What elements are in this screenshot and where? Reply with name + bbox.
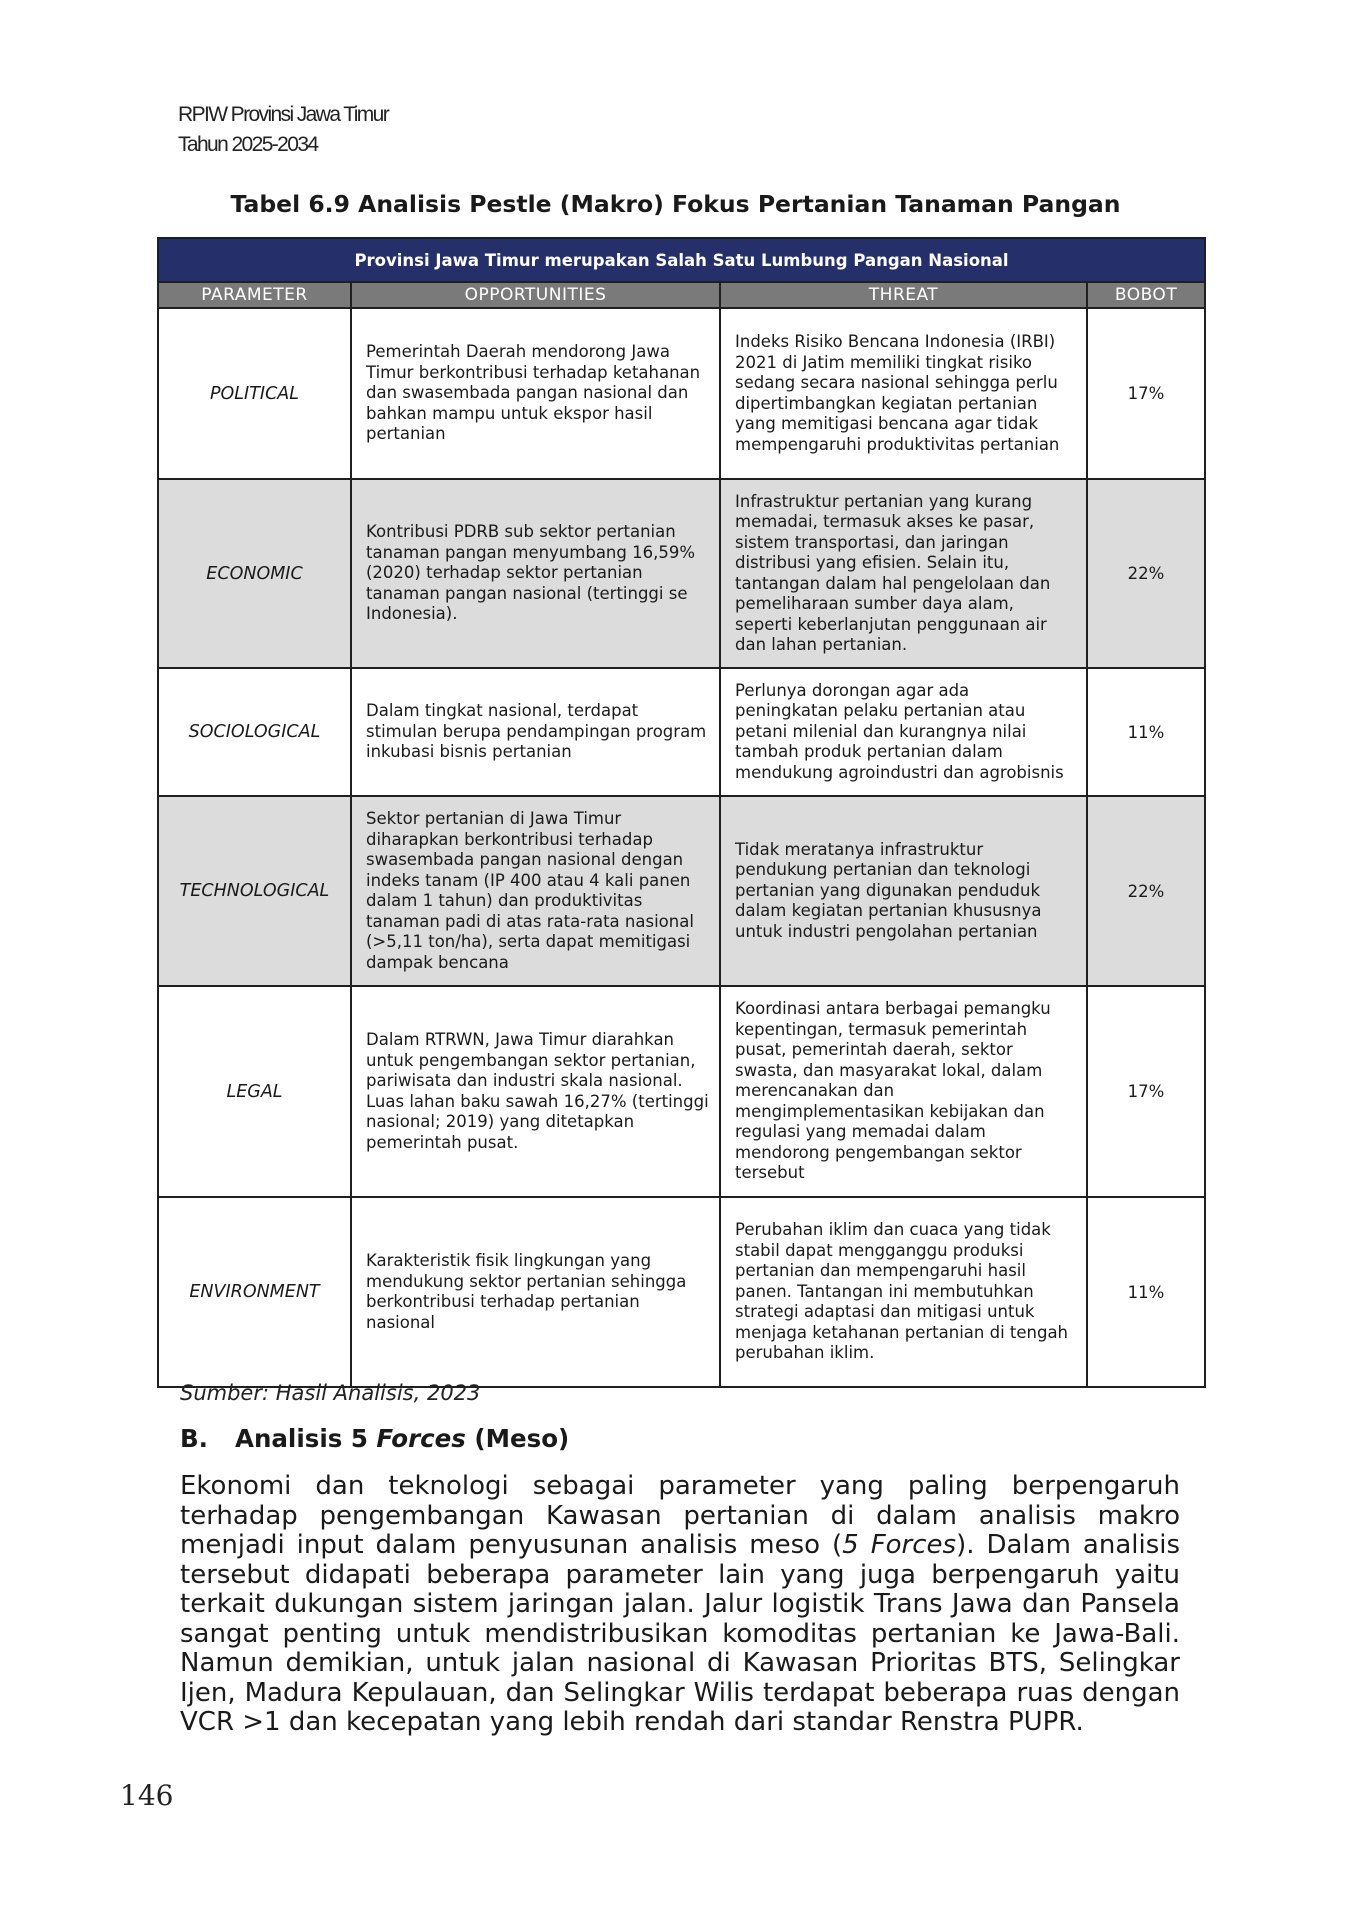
opportunities-cell: Sektor pertanian di Jawa Timur diharapkan berkontribusi terhadap swasembada pangan nasional dengan indeks tanam (IP 400 atau 4 kali panen dalam 1 tahun) dan produktivitas tanaman padi di atas rata-rata nasional (>5,11 ton/ha), serta dapat memitigasi dampak bencana [351, 796, 720, 986]
table-row-technological [158, 796, 1205, 986]
paragraph-italic-term: 5 Forces [842, 1530, 957, 1560]
threat-cell: Tidak meratanya infrastruktur pendukung pertanian dan teknologi pertanian yang digunakan penduduk dalam kegiatan pertanian khususnya untuk industri pengolahan pertanian [720, 796, 1087, 986]
section-number: B. [180, 1424, 208, 1453]
opportunities-cell: Dalam tingkat nasional, terdapat stimulan berupa pendampingan program inkubasi bisnis pertanian [351, 668, 720, 796]
opportunities-cell: Dalam RTRWN, Jawa Timur diarahkan untuk pengembangan sektor pertanian, pariwisata dan industri skala nasional. Luas lahan baku sawah 16,27% (tertinggi nasional; 2019) yang ditetapkan pemerintah pusat. [351, 986, 720, 1197]
header-line-2: Tahun 2025-2034 [178, 133, 318, 156]
parameter-cell: SOCIOLOGICAL [158, 668, 351, 796]
table-title: Provinsi Jawa Timur merupakan Salah Satu Lumbung Pangan Nasional [158, 238, 1205, 282]
opportunities-cell: Kontribusi PDRB sub sektor pertanian tanaman pangan menyumbang 16,59% (2020) terhadap sektor pertanian tanaman pangan nasional (tertinggi se Indonesia). [351, 479, 720, 668]
bobot-cell: 11% [1087, 668, 1205, 796]
opportunities-cell: Karakteristik fisik lingkungan yang mendukung sektor pertanian sehingga berkontribusi terhadap pertanian nasional [351, 1197, 720, 1387]
table-row-legal [158, 986, 1205, 1197]
threat-cell: Infrastruktur pertanian yang kurang memadai, termasuk akses ke pasar, sistem transportasi, dan jaringan distribusi yang efisien. Selain itu, tantangan dalam hal pengelolaan dan pemeliharaan sumber daya alam, seperti keberlanjutan penggunaan air dan lahan pertanian. [720, 479, 1087, 668]
table-source: Sumber: Hasil Analisis, 2023 [180, 1381, 481, 1405]
parameter-cell: ENVIRONMENT [158, 1197, 351, 1387]
page-number: 146 [120, 1779, 174, 1812]
bobot-cell: 22% [1087, 796, 1205, 986]
threat-cell: Koordinasi antara berbagai pemangku kepentingan, termasuk pemerintah pusat, pemerintah daerah, sektor swasta, dan masyarakat lokal, dalam merencanakan dan mengimplementasikan kebijakan dan regulasi yang memadai dalam mendorong pengembangan sektor tersebut [720, 986, 1087, 1197]
running-header [178, 100, 388, 160]
pestle-table [157, 237, 1206, 1388]
table-row-environment [158, 1197, 1205, 1387]
header-line-1: RPIW Provinsi Jawa Timur [178, 103, 389, 126]
bobot-cell: 11% [1087, 1197, 1205, 1387]
parameter-cell: LEGAL [158, 986, 351, 1197]
threat-cell: Perubahan iklim dan cuaca yang tidak stabil dapat mengganggu produksi pertanian dan mempengaruhi hasil panen. Tantangan ini membutuhkan strategi adaptasi dan mitigasi untuk menjaga ketahanan pertanian di tengah perubahan iklim. [720, 1197, 1087, 1387]
section-heading [180, 1424, 569, 1453]
section-title-part: Analisis 5 [235, 1424, 377, 1453]
column-header-bobot: BOBOT [1087, 282, 1205, 308]
bobot-cell: 22% [1087, 479, 1205, 668]
section-title-italic: Forces [376, 1424, 466, 1453]
threat-cell: Indeks Risiko Bencana Indonesia (IRBI) 2021 di Jatim memiliki tingkat risiko sedang secara nasional sehingga perlu dipertimbangkan kegiatan pertanian yang memitigasi bencana agar tidak mempengaruhi produktivitas pertanian [720, 308, 1087, 479]
opportunities-cell: Pemerintah Daerah mendorong Jawa Timur berkontribusi terhadap ketahanan dan swasembada pangan nasional dan bahkan mampu untuk ekspor hasil pertanian [351, 308, 720, 479]
bobot-cell: 17% [1087, 308, 1205, 479]
table-row-political [158, 308, 1205, 479]
body-paragraph [180, 1472, 1180, 1738]
parameter-cell: TECHNOLOGICAL [158, 796, 351, 986]
paragraph-text-2: ). Dalam analisis tersebut didapati beberapa parameter lain yang juga berpengaruh yaitu terkait dukungan sistem jaringan jalan. Jalur logistik Trans Jawa dan Pansela sangat penting untuk mendistribusikan komoditas pertanian ke Jawa-Bali. Namun demikian, untuk jalan nasional di Kawasan Prioritas BTS, Selingkar Ijen, Madura Kepulauan, dan Selingkar Wilis terdapat beberapa ruas dengan VCR >1 dan kecepatan yang lebih rendah dari standar Renstra PUPR. [180, 1530, 1181, 1737]
table-caption: Tabel 6.9 Analisis Pestle (Makro) Fokus Pertanian Tanaman Pangan [230, 190, 1121, 218]
threat-cell: Perlunya dorongan agar ada peningkatan pelaku pertanian atau petani milenial dan kurangnya nilai tambah produk pertanian dalam mendukung agroindustri dan agrobisnis [720, 668, 1087, 796]
parameter-cell: ECONOMIC [158, 479, 351, 668]
bobot-cell: 17% [1087, 986, 1205, 1197]
paragraph-text-1: Ekonomi dan teknologi sebagai parameter yang paling berpengaruh terhadap pengembangan Kawasan pertanian di dalam analisis makro menjadi input dalam penyusunan analisis meso ( [180, 1471, 1180, 1560]
column-header-opportunities: OPPORTUNITIES [351, 282, 720, 308]
section-title-suffix: (Meso) [465, 1424, 570, 1453]
table-row-sociological [158, 668, 1205, 796]
column-header-threat: THREAT [720, 282, 1087, 308]
parameter-cell: POLITICAL [158, 308, 351, 479]
table-row-economic [158, 479, 1205, 668]
column-header-parameter: PARAMETER [158, 282, 351, 308]
